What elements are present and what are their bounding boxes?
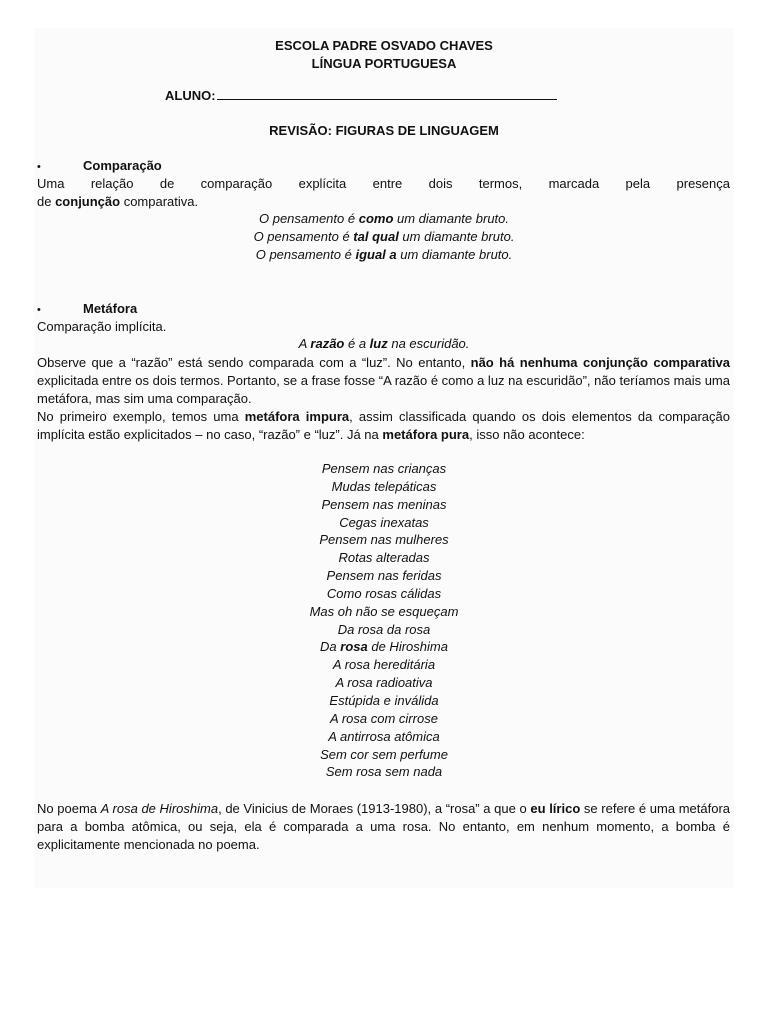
poem-line: Estúpida e inválida (329, 692, 439, 708)
example-tal-qual (0, 229, 768, 244)
text-fragment: , de Vinicius de Moraes (1913-1980), a “rosa” a que o (218, 801, 531, 816)
text-fragment: comparativa. (120, 194, 199, 209)
conclusion-paragraph (37, 800, 730, 854)
text-fragment: No poema (37, 801, 101, 816)
name-blank-line (217, 87, 557, 100)
poem-line: A antirrosa atômica (328, 728, 440, 744)
text-fragment: O pensamento é (253, 229, 354, 244)
poem-line: Pensem nas meninas (321, 496, 447, 512)
example-metafora (0, 336, 768, 351)
document-title: REVISÃO: FIGURAS DE LINGUAGEM (269, 123, 499, 138)
bullet-comparacao (37, 158, 41, 173)
example-como (0, 211, 768, 226)
text-bold: como (358, 211, 394, 226)
poem-line: A rosa hereditária (332, 657, 436, 673)
heading-metafora: Metáfora (83, 301, 138, 316)
poem-line: Rotas alteradas (338, 550, 430, 566)
poem-line: Pensem nas mulheres (319, 532, 449, 548)
text-bold: metáfora pura (382, 427, 470, 442)
comparacao-line2 (37, 194, 198, 209)
poem-line: Mas oh não se esqueçam (309, 603, 459, 619)
text-fragment: de Hiroshima (367, 639, 448, 655)
poem-line: Pensem nas crianças (321, 461, 447, 476)
heading-comparacao: Comparação (83, 158, 162, 173)
school-name: ESCOLA PADRE OSVADO CHAVES (275, 38, 493, 53)
poem-rosa-de-hiroshima (0, 460, 768, 781)
poem-line: Sem cor sem perfume (320, 746, 448, 762)
text-fragment: um diamante bruto. (398, 229, 515, 244)
document-header (0, 37, 768, 73)
poem-line: A rosa com cirrose (330, 710, 438, 726)
student-name-field (165, 87, 557, 103)
text-bold: tal qual (353, 229, 399, 244)
text-bold: conjunção (55, 194, 121, 209)
text-bold: rosa (340, 639, 368, 655)
text-bold: igual a (355, 247, 397, 262)
text-fragment: O pensamento é (258, 211, 359, 226)
text-fragment: No primeiro exemplo, temos uma (37, 409, 245, 424)
metafora-paragraph-2 (37, 408, 730, 444)
poem-line: Da rosa da rosa (337, 621, 431, 637)
bullet-metafora (37, 301, 41, 316)
text-fragment: é a (344, 336, 370, 351)
text-fragment: um diamante bruto. (396, 247, 513, 262)
poem-line: Sem rosa sem nada (325, 764, 443, 780)
metafora-paragraph-1 (37, 354, 730, 408)
text-fragment: se refere é uma metáfora para a bomba atômica, ou seja, ela é comparada a uma rosa. No entanto, em nenhum momento, a bomba é explicitamente mencionada no poema. (37, 801, 731, 852)
text-fragment: Observe que a “razão” está sendo comparada com a “luz”. No entanto, (37, 355, 471, 370)
example-igual-a (0, 247, 768, 262)
text-fragment: na escuridão. (387, 336, 470, 351)
text-fragment: Da (320, 639, 341, 655)
poem-line: A rosa radioativa (335, 675, 433, 691)
poem-line: Mudas telepáticas (331, 478, 437, 494)
metafora-definition: Comparação implícita. (37, 319, 167, 334)
comparacao-line1: Uma relação de comparação explícita entre dois termos, marcada pela presença (37, 176, 730, 191)
bullet-icon: • (37, 161, 41, 173)
text-fragment: de (37, 194, 56, 209)
bullet-icon: • (37, 304, 41, 316)
text-bold: razão (310, 336, 345, 351)
poem-line: Cegas inexatas (339, 514, 429, 530)
text-bold: não há nenhuma conjunção comparativa (470, 355, 730, 370)
poem-line-hiroshima (0, 638, 768, 656)
text-bold: luz (369, 336, 388, 351)
text-fragment: O pensamento é (255, 247, 356, 262)
aluno-label: ALUNO: (165, 88, 216, 103)
poem-line: Como rosas cálidas (326, 585, 442, 601)
poem-line: Pensem nas feridas (326, 568, 442, 584)
text-fragment: um diamante bruto. (393, 211, 510, 226)
text-fragment: A (298, 336, 311, 351)
text-fragment: , isso não acontece: (469, 427, 585, 442)
text-bold: eu lírico (530, 801, 581, 816)
text-bold: metáfora impura (244, 409, 350, 424)
text-fragment: , assim classificada quando os dois elementos da comparação implícita estão explicitados – no caso, “razão” e “luz”. Já na (37, 409, 730, 442)
text-fragment: explicitada entre os dois termos. Portanto, se a frase fosse “A razão é como a luz na escuridão”, não teríamos mais uma metáfora, mas sim uma comparação. (37, 373, 730, 406)
subject-name: LÍNGUA PORTUGUESA (311, 56, 457, 71)
text-italic: A rosa de Hiroshima (100, 801, 219, 816)
